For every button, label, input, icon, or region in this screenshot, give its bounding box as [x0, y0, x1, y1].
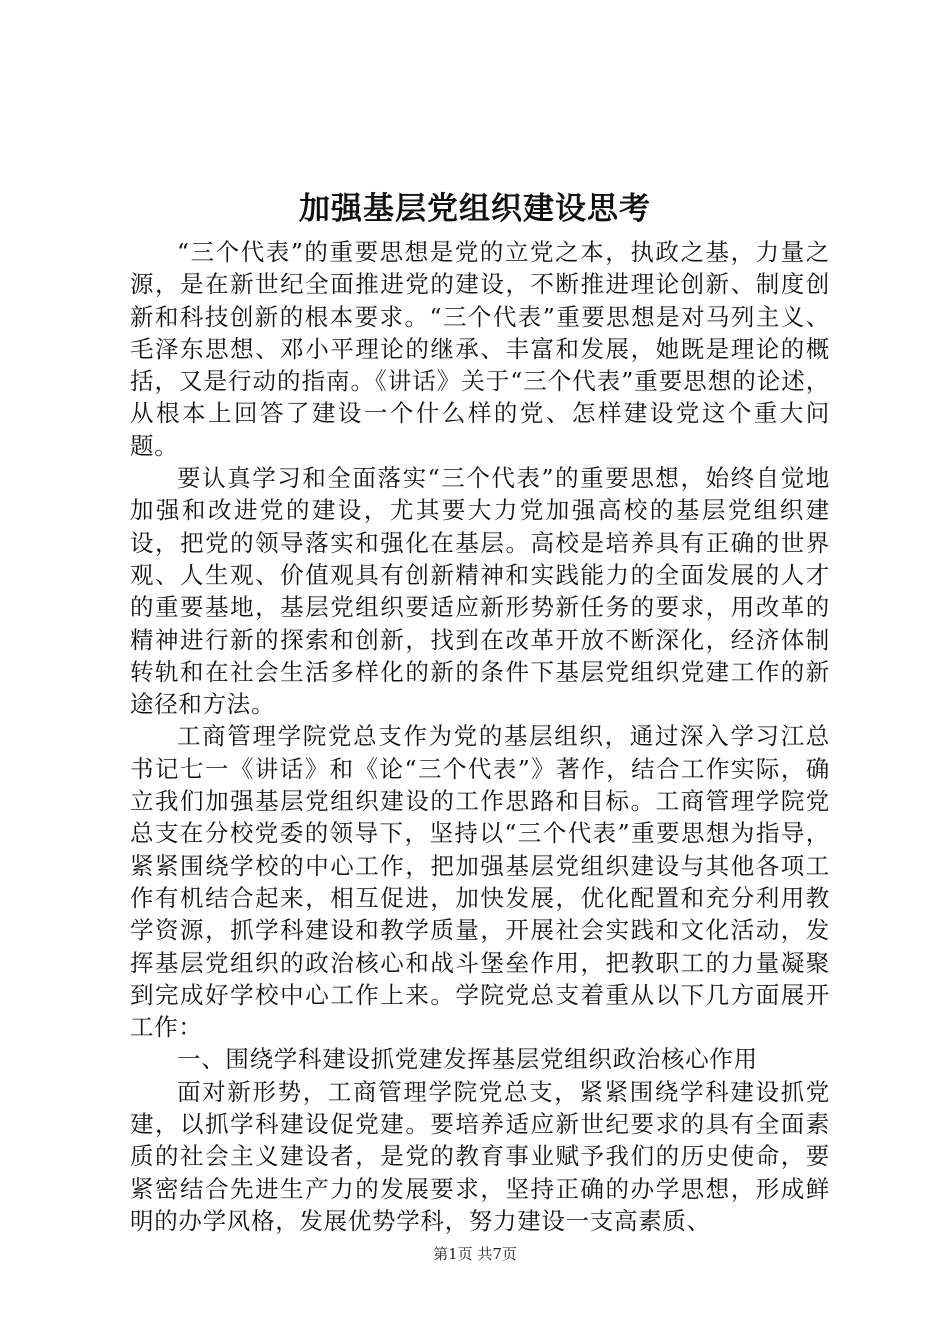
section-paragraph: 面对新形势，工商管理学院党总支，紧紧围绕学科建设抓党建，以抓学科建设促党建。要培养适应新世纪要求的具有全面素质的社会主义建设者，是党的教育事业赋予我们的历史使命，要紧密结合先进生产力的发展要求，坚持正确的办学思想，形成鲜明的办学风格，发展优势学科，努力建设一支高素质、	[130, 1077, 830, 1235]
document-title: 加强基层党组织建设思考	[299, 191, 651, 227]
document-body	[130, 236, 830, 1237]
paragraph-2: 要认真学习和全面落实“三个代表”的重要思想，始终自觉地加强和改进党的建设，尤其要大力党加强高校的基层党组织建设，把党的领导落实和强化在基层。高校是培养具有正确的世界观、人生观、价值观具有创新精神和实践能力的全面发展的人才的重要基地，基层党组织要适应新形势新任务的要求，用改革的精神进行新的探索和创新，找到在改革开放不断深化，经济体制转轨和在社会生活多样化的新的条件下基层党组织党建工作的新途径和方法。	[130, 464, 830, 719]
section-heading: 一、围绕学科建设抓党建发挥基层党组织政治核心作用	[177, 1045, 758, 1074]
paragraph-3: 工商管理学院党总支作为党的基层组织，通过深入学习江总书记七一《讲话》和《论“三个代表”》著作，结合工作实际，确立我们加强基层党组织建设的工作思路和目标。工商管理学院党总支在分校党委的领导下，坚持以“三个代表”重要思想为指导，紧紧围绕学校的中心工作，把加强基层党组织建设与其他各项工作有机结合起来，相互促进，加快发展，优化配置和充分利用教学资源，抓学科建设和教学质量，开展社会实践和文化活动，发挥基层党组织的政治核心和战斗堡垒作用，把教职工的力量凝聚到完成好学校中心工作上来。学院党总支着重从以下几方面展开工作：	[130, 722, 830, 1042]
page-footer: 第1页 共7页	[433, 1245, 517, 1263]
paragraph-1: “三个代表”的重要思想是党的立党之本，执政之基，力量之源，是在新世纪全面推进党的建设，不断推进理论创新、制度创新和科技创新的根本要求。“三个代表”重要思想是对马列主义、毛泽东思想、邓小平理论的继承、丰富和发展，她既是理论的概括，又是行动的指南。《讲话》关于“三个代表”重要思想的论述，从根本上回答了建设一个什么样的党、怎样建设党这个重大问题。	[130, 238, 830, 460]
